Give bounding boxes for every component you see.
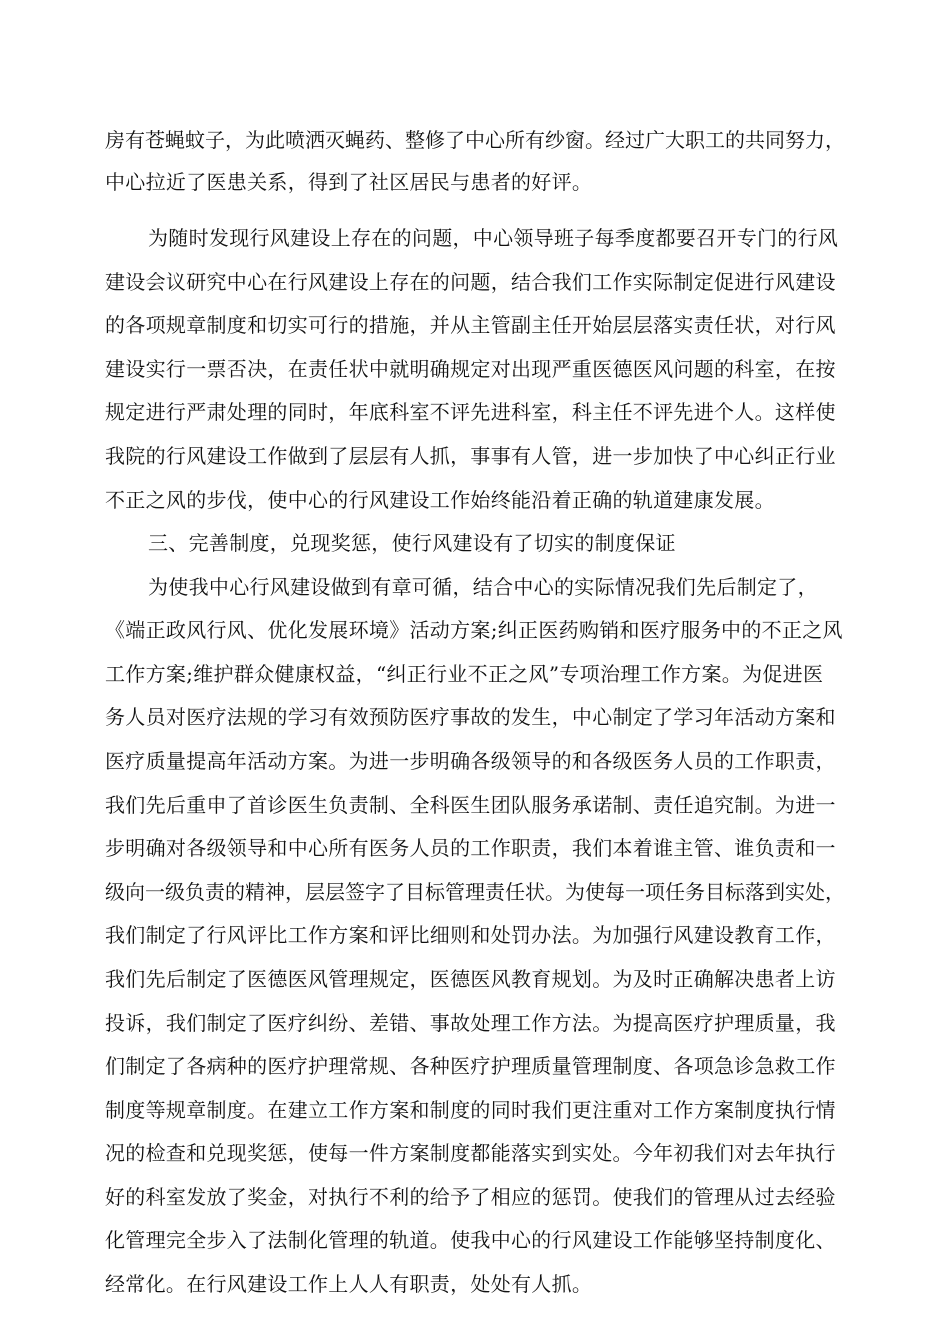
text-line: 化管理完全步入了法制化管理的轨道。使我中心的行风建设工作能够坚持制度化、 <box>105 1228 836 1252</box>
text-line: 务人员对医疗法规的学习有效预防医疗事故的发生，中心制定了学习年活动方案和 <box>105 705 836 729</box>
text-line: 们制定了各病种的医疗护理常规、各种医疗护理质量管理制度、各项急诊急救工作 <box>105 1054 836 1078</box>
text-line: 不正之风的步伐，使中心的行风建设工作始终能沿着正确的轨道建康发展。 <box>105 488 775 512</box>
text-line: 级向一级负责的精神，层层签字了目标管理责任状。为使每一项任务目标落到实处， <box>105 880 845 904</box>
text-line: 好的科室发放了奖金，对执行不利的给予了相应的惩罚。使我们的管理从过去经验 <box>105 1185 836 1209</box>
text-line: 我们先后制定了医德医风管理规定，医德医风教育规划。为及时正确解决患者上访 <box>105 967 836 991</box>
text-line: 《端正政风行风、优化发展环境》活动方案;纠正医药购销和医疗服务中的不正之风 <box>105 618 843 642</box>
text-line: 建设会议研究中心在行风建设上存在的问题，结合我们工作实际制定促进行风建设 <box>105 270 836 294</box>
text-line: 的各项规章制度和切实可行的措施，并从主管副主任开始层层落实责任状，对行风 <box>105 313 836 337</box>
text-line: 工作方案;维护群众健康权益，“纠正行业不正之风”专项治理工作方案。为促进医 <box>105 662 824 686</box>
text-line: 我院的行风建设工作做到了层层有人抓，事事有人管，进一步加快了中心纠正行业 <box>105 444 836 468</box>
text-line: 建设实行一票否决，在责任状中就明确规定对出现严重医德医风问题的科室，在按 <box>105 357 836 381</box>
text-line: 我们先后重申了首诊医生负责制、全科医生团队服务承诺制、责任追究制。为进一 <box>105 793 836 817</box>
text-line: 投诉，我们制定了医疗纠纷、差错、事故处理工作方法。为提高医疗护理质量，我 <box>105 1011 836 1035</box>
text-line: 我们制定了行风评比工作方案和评比细则和处罚办法。为加强行风建设教育工作， <box>105 923 836 947</box>
text-line: 为使我中心行风建设做到有章可循，结合中心的实际情况我们先后制定了， <box>148 575 818 599</box>
text-line: 规定进行严肃处理的同时，年底科室不评先进科室，科主任不评先进个人。这样使 <box>105 400 836 424</box>
text-line: 为随时发现行风建设上存在的问题，中心领导班子每季度都要召开专门的行风 <box>148 226 839 250</box>
text-line: 中心拉近了医患关系，得到了社区居民与患者的好评。 <box>105 170 593 194</box>
section-heading: 三、完善制度，兑现奖惩，使行风建设有了切实的制度保证 <box>148 531 676 555</box>
text-line: 房有苍蝇蚊子，为此喷洒灭蝇药、整修了中心所有纱窗。经过广大职工的共同努力， <box>105 128 845 152</box>
text-line: 经常化。在行风建设工作上人人有职责，处处有人抓。 <box>105 1272 593 1296</box>
text-line: 制度等规章制度。在建立工作方案和制度的同时我们更注重对工作方案制度执行情 <box>105 1098 836 1122</box>
text-line: 医疗质量提高年活动方案。为进一步明确各级领导的和各级医务人员的工作职责， <box>105 749 836 773</box>
text-line: 步明确对各级领导和中心所有医务人员的工作职责，我们本着谁主管、谁负责和一 <box>105 836 836 860</box>
text-line: 况的检查和兑现奖惩，使每一件方案制度都能落实到实处。今年初我们对去年执行 <box>105 1141 836 1165</box>
